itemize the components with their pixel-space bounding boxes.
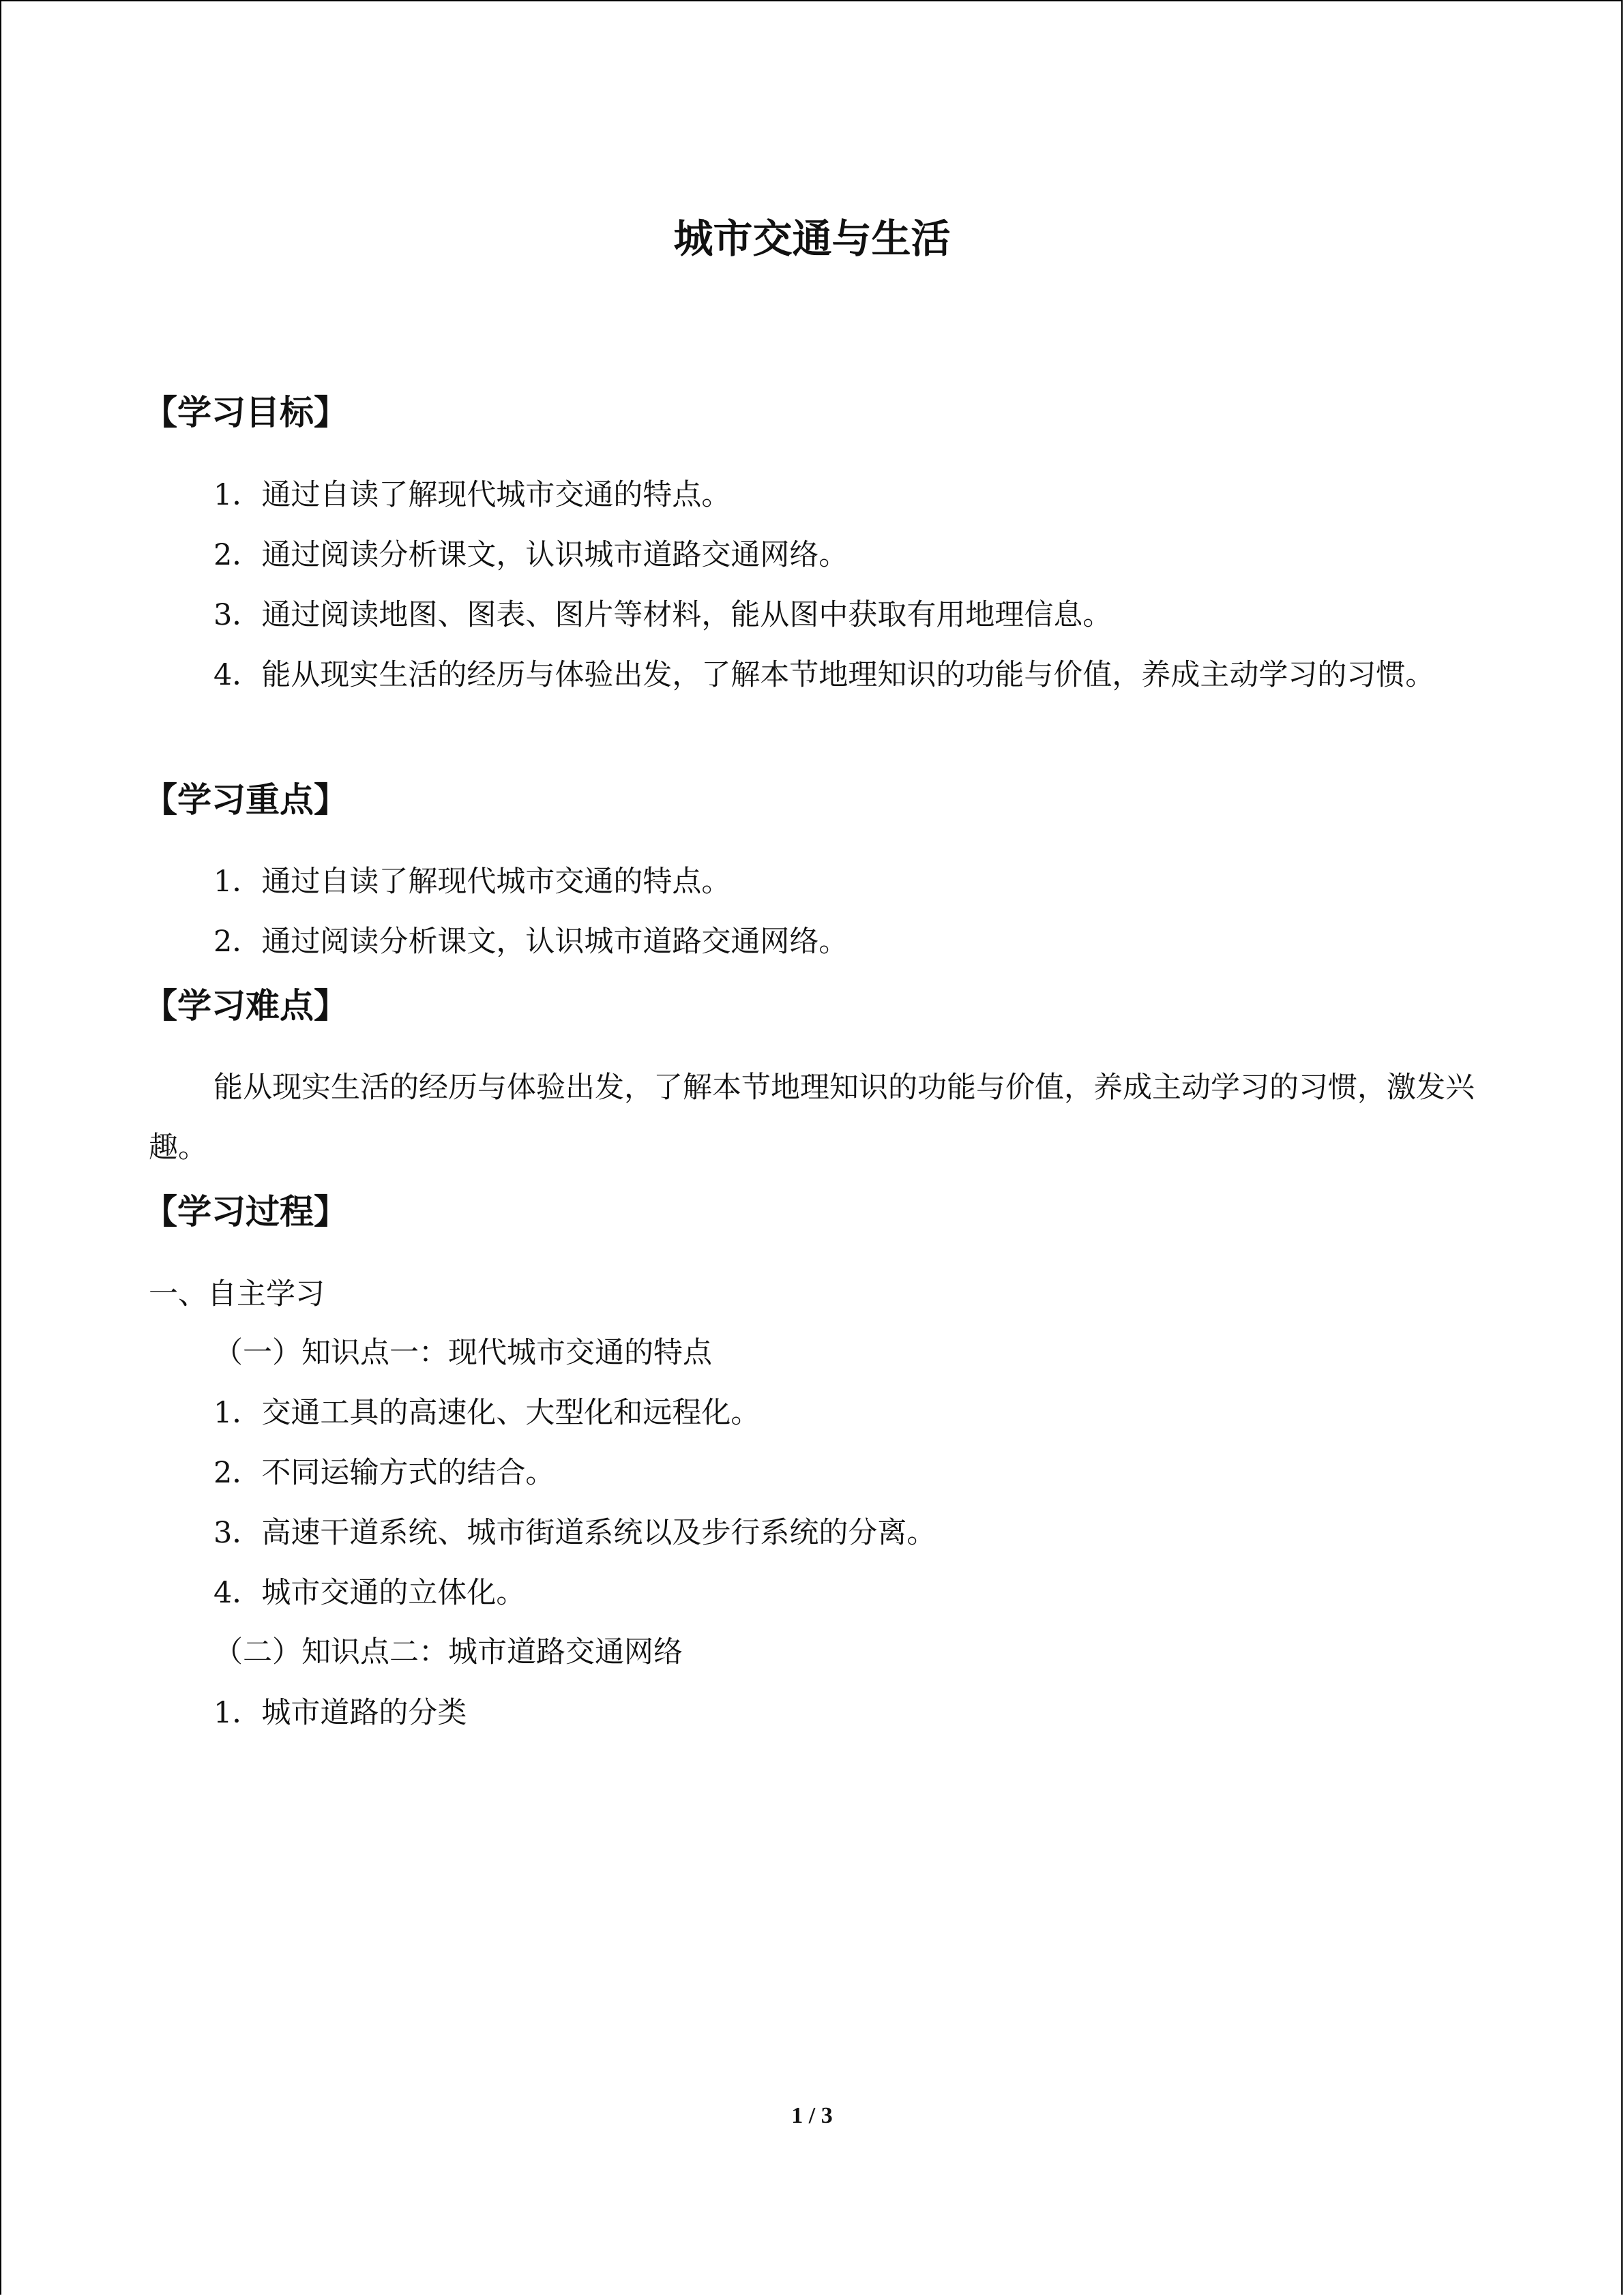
document-title: 城市交通与生活 xyxy=(673,215,951,262)
kp1-item-3: 3．高速干道系统、城市街道系统以及步行系统的分离。 xyxy=(213,1516,936,1550)
kp1-item-4: 4．城市交通的立体化。 xyxy=(213,1576,526,1610)
objective-item-4: 4．能从现实生活的经历与体验出发，了解本节地理知识的功能与价值，养成主动学习的习惯。 xyxy=(213,658,1435,692)
objective-item-2: 2．通过阅读分析课文，认识城市道路交通网络。 xyxy=(213,538,848,572)
objective-item-1: 1．通过自读了解现代城市交通的特点。 xyxy=(213,478,731,512)
key-point-item-1: 1．通过自读了解现代城市交通的特点。 xyxy=(213,865,731,899)
page-number: 1 / 3 xyxy=(791,2103,833,2128)
kp2-item-1: 1．城市道路的分类 xyxy=(213,1696,467,1730)
key-points-heading: 【学习重点】 xyxy=(143,780,348,820)
difficulties-heading: 【学习难点】 xyxy=(143,986,348,1026)
knowledge-point-2-title: （二）知识点二：城市道路交通网络 xyxy=(213,1635,683,1669)
process-heading: 【学习过程】 xyxy=(143,1192,348,1232)
kp1-item-1: 1．交通工具的高速化、大型化和远程化。 xyxy=(213,1396,761,1430)
objectives-heading: 【学习目标】 xyxy=(143,393,348,432)
knowledge-point-1-title: （一）知识点一：现代城市交通的特点 xyxy=(213,1336,712,1370)
part1-title: 一、自主学习 xyxy=(149,1277,325,1311)
kp1-item-2: 2．不同运输方式的结合。 xyxy=(213,1456,555,1490)
objective-item-3: 3．通过阅读地图、图表、图片等材料，能从图中获取有用地理信息。 xyxy=(213,598,1112,632)
difficulties-text: 能从现实生活的经历与体验出发，了解本节地理知识的功能与价值，养成主动学习的习惯，激发兴趣。 xyxy=(149,1071,1475,1165)
key-point-item-2: 2．通过阅读分析课文，认识城市道路交通网络。 xyxy=(213,925,848,959)
